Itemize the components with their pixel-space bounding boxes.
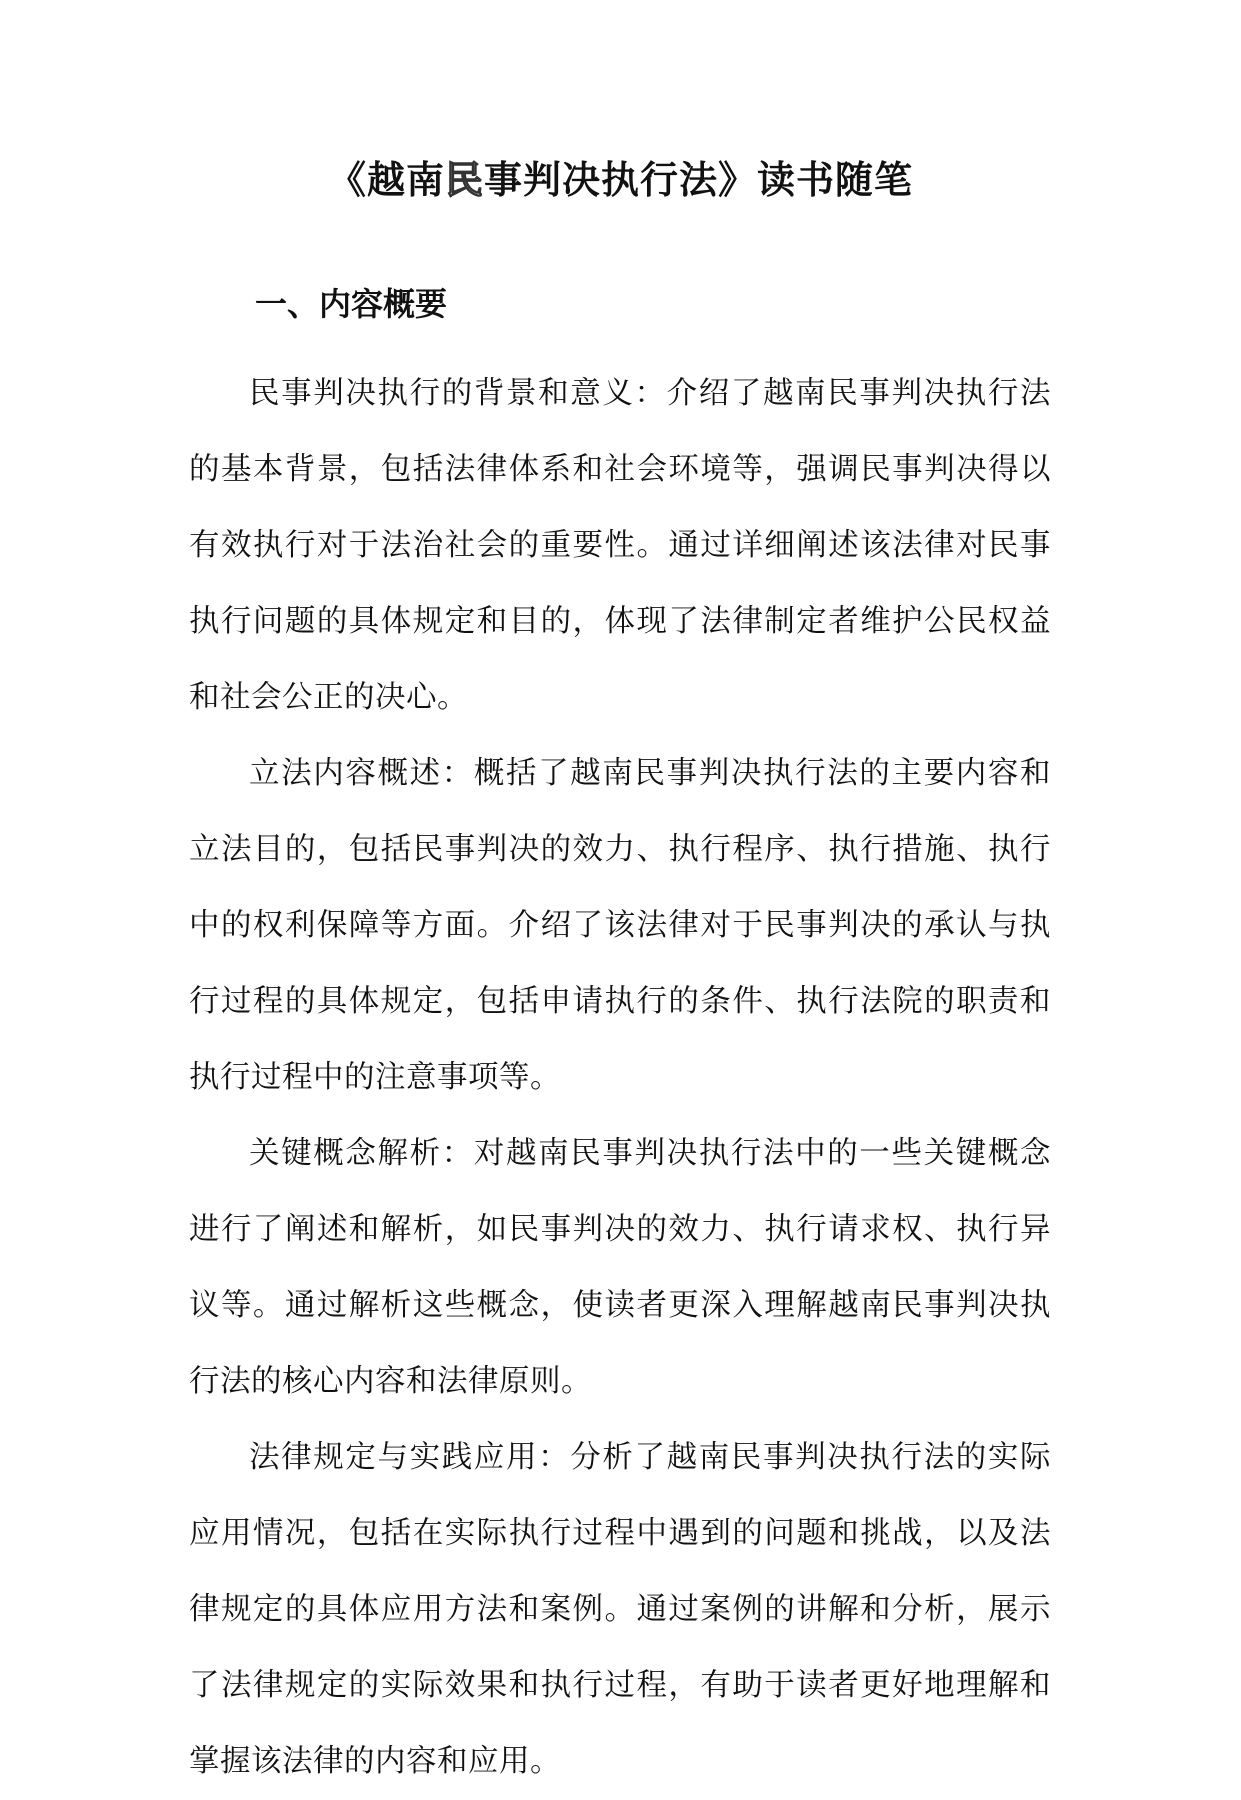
body-text [189,356,1051,1800]
paragraph-practice-application: 法律规定与实践应用：分析了越南民事判决执行法的实际应用情况，包括在实际执行过程中遇到的问题和挑战，以及法律规定的具体应用方法和案例。通过案例的讲解和分析，展示了法律规定的实际效果和执行过程，有助于读者更好地理解和掌握该法律的内容和应用。 [189,1440,1051,1779]
document-title [0,150,1241,210]
paragraph-key-concepts: 关键概念解析：对越南民事判决执行法中的一些关键概念进行了阐述和解析，如民事判决的效力、执行请求权、执行异议等。通过解析这些概念，使读者更深入理解越南民事判决执行法的核心内容和法律原则。 [189,1136,1051,1399]
paragraph-background: 民事判决执行的背景和意义：介绍了越南民事判决执行法的基本背景，包括法律体系和社会环境等，强调民事判决得以有效执行对于法治社会的重要性。通过详细阐述该法律对民事执行问题的具体规定和目的，体现了法律制定者维护公民权益和社会公正的决心。 [189,376,1051,715]
title-part-after: 事判决执行法》读书随笔 [484,158,914,202]
title-part-emphasized: 民 [444,158,484,202]
section-heading: 一、内容概要 [255,285,448,323]
paragraph-legislation-overview: 立法内容概述：概括了越南民事判决执行法的主要内容和立法目的，包括民事判决的效力、执行程序、执行措施、执行中的权利保障等方面。介绍了该法律对于民事判决的承认与执行过程的具体规定，包括申请执行的条件、执行法院的职责和执行过程中的注意事项等。 [189,756,1051,1095]
title-part-before: 《越南 [327,158,445,202]
